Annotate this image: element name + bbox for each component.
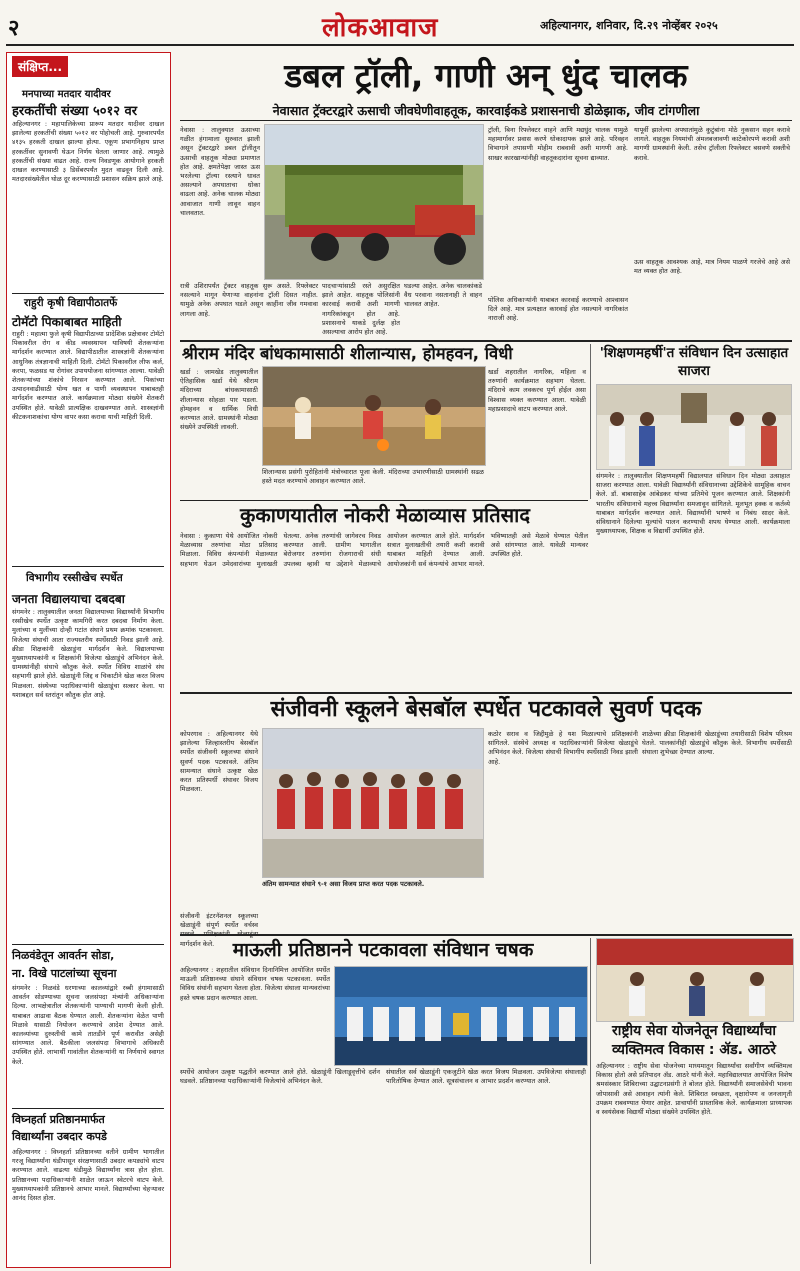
dateline: अहिल्यानगर, शनिवार, दि.२९ नोव्हेंबर २०२५ (540, 19, 718, 32)
story-headline: संजीवनी स्कूलने बेसबॉल स्पर्धेत पटकावले सुवर्ण पदक (270, 697, 702, 722)
lead-body-col3: ट्रॉली, बिना रिफ्लेक्टर वाहने आणि मद्यधुंद चालक यामुळे महामार्गावर प्रवास करणे धोकादायक झाले आहे. परिवहन विभागाने तपासणी मोहीम राबवावी अशी मागणी आहे. साखर कारखान्यांनीही वाहतूकदारांना सूचना द्याव्यात. (488, 126, 628, 162)
brief-body: संगमनेर : तालुक्यातील जनता विद्यालयाच्या विद्यार्थ्यांनी विभागीय रस्सीखेच स्पर्धेत उत्कृष्ट कामगिरी करत दबदबा निर्माण केला. मुलांच्या व मुलींच्या दोन्ही गटांत संघाने प्रथम क्रमांक पटकावला. विजेत्या संघाची आता राज्यस्तरीय स्पर्धेसाठी निवड झाली आहे. क्रीडा शिक्षकांनी खेळाडूंना मार्गदर्शन केले. विद्यालयाच्या मुख्याध्यापकांनी व शिक्षकांनी विजेत्या खेळाडूंचे अभिनंदन केले. ग्रामस्थांनीही संघाचे कौतुक केले. स्पर्धेत विविध शाळांचे संघ सहभागी झाले होते. खेळाडूंनी जिद्द व चिकाटीने खेळ करत विजय मिळवला. संस्थेच्या पदाधिकाऱ्यांनी खेळाडूंचा सत्कार केला. या यशाबद्दल सर्व स्तरांतून कौतुक होत आहे. (12, 608, 164, 699)
story-body: संघातील सर्व खेळाडूंनी एकजुटीने खेळ करत विजय मिळवला. उपविजेत्या संघालाही पारितोषिक देण्यात आले. सूत्रसंचालन व आभार प्रदर्शन करण्यात आले. (386, 1068, 586, 1086)
lead-body-col1: नेवासा : तालुक्यात ऊसाच्या गळीत हंगामाला सुरुवात झाली असून ट्रॅक्टरद्वारे डबल ट्रॉलीतून ऊसाची वाहतूक मोठ्या प्रमाणात होत आहे. क्षमतेपेक्षा जास्त ऊस भरलेल्या ट्रॉल्या रस्त्याने धावत असल्याने अपघाताचा धोका वाढला आहे. अनेक चालक मोठ्या आवाजात गाणी लावून वाहन चालवतात. (180, 126, 260, 217)
lead-body-col4: यापूर्वी झालेल्या अपघातांमुळे कुटुंबांना मोठे नुकसान सहन करावे लागले. वाहतूक नियमांची अंमलबजावणी काटेकोरपणे करावी अशी मागणी ग्रामस्थांनी केली. तसेच ट्रॉलीला रिफ्लेक्टर बसवणे सक्तीचे करावे. (634, 126, 790, 162)
lead-body-col4b: ऊस वाहतूक आवश्यक आहे, मात्र नियम पाळणे गरजेचे आहे असे मत व्यक्त होत आहे. (634, 258, 790, 276)
brief-body: अहिल्यानगर : महापालिकेच्या प्रारूप मतदार यादीवर दाखल झालेल्या हरकतींची संख्या ५०१२ वर पोहोचली आहे. गुरुवारपर्यंत ४१३५ हरकती दाखल झाल्या होत्या. एकूण प्रभागनिहाय प्राप्त हरकतींवर सुनावणी घेऊन निर्णय घेतला जाणार आहे. त्यामुळे हरकतींची संख्या वाढत आहे. राज्य निवडणूक आयोगाने हरकती दाखल करण्यासाठी ३ डिसेंबरपर्यंत मुदत वाढवून दिली आहे. मतदारसंख्येतील घोळ दूर करण्यासाठी प्रशासन सक्रिय झाले आहे. (12, 120, 164, 184)
story-body: अहिल्यानगर : राष्ट्रीय सेवा योजनेच्या माध्यमातून विद्यार्थ्यांचा सर्वांगीण व्यक्तिमत्व विकास होतो असे प्रतिपादन ॲड. आठरे यांनी केले. महाविद्यालयात आयोजित विशेष श्रमसंस्कार शिबिराच्या उद्घाटनप्रसंगी ते बोलत होते. विद्यार्थ्यांनी समाजसेवेची भावना जोपासावी असे आवाहन त्यांनी केले. शिबिरात स्वच्छता, वृक्षारोपण व जनजागृती उपक्रम राबवण्यात येणार आहेत. प्राचार्यांनी प्रास्ताविक केले. कार्यक्रमाला प्राध्यापक व स्वयंसेवक विद्यार्थी मोठ्या संख्येने उपस्थित होते. (596, 1062, 792, 1117)
story-body: नेवासा : कुकाणा येथे आयोजित नोकरी मेळाव्यास तरुणांचा मोठा प्रतिसाद मिळाला. विविध कंपन्यांनी मेळाव्यात सहभाग घेऊन उमेदवारांच्या मुलाखती घेतल्या. अनेक तरुणांची जागेवरच निवड करण्यात आली. ग्रामीण भागातील बेरोजगार तरुणांना रोजगाराची संधी उपलब्ध व्हावी या उद्देशाने मेळाव्याचे आयोजन करण्यात आले होते. मार्गदर्शन सत्रात मुलाखतीची तयारी कशी करावी याबाबत माहिती देण्यात आली. आयोजकांनी सर्व कंपन्यांचे आभार मानले. भविष्यातही असे मेळावे घेण्यात येतील असे सांगण्यात आले. यावेळी मान्यवर उपस्थित होते. (180, 532, 588, 568)
brief-kicker: विघ्नहर्ता प्रतिष्ठानमार्फत (12, 1113, 105, 1126)
brief-kicker: मनपाच्या मतदार यादीवर (22, 89, 111, 100)
brief-kicker: विभागीय रस्सीखेच स्पर्धेत (26, 572, 123, 584)
story-body: संजीवनी इंटरनॅशनल स्कूलच्या खेळाडूंनी संपूर्ण स्पर्धेत वर्चस्व मार्गदर्शन केले. (180, 912, 258, 948)
divider (12, 566, 164, 567)
divider (12, 293, 164, 294)
story-headline: माऊली प्रतिष्ठानने पटकावला संविधान चषक (232, 939, 534, 961)
tractor-photo (264, 124, 484, 280)
story-body: अहिल्यानगर : शहरातील संविधान दिनानिमित्त आयोजित स्पर्धेत माऊली प्रतिष्ठानच्या संघाने संविधान चषक पटकावला. स्पर्धेत विविध संघांनी सहभाग घेतला होता. विजेत्या संघाला मान्यवरांच्या हस्ते चषक प्रदान करण्यात आला. (180, 966, 330, 1002)
divider (180, 120, 792, 121)
story-headline: कुकाणयातील नोकरी मेळाव्यास प्रतिसाद (240, 503, 530, 527)
briefs-label: संक्षिप्त... (12, 56, 68, 77)
constitution-day-photo (596, 384, 792, 470)
story-body: संगमनेर : तालुक्यातील शिक्षणमहर्षी विद्यालयात संविधान दिन मोठ्या उत्साहात साजरा करण्यात आला. यावेळी विद्यार्थ्यांनी संविधानाच्या उद्देशिकेचे सामूहिक वाचन केले. डॉ. बाबासाहेब आंबेडकर यांच्या प्रतिमेचे पूजन करण्यात आले. शिक्षकांनी भारतीय संविधानाचे महत्त्व विद्यार्थ्यांना समजावून सांगितले. मूलभूत हक्क व कर्तव्ये याबाबत मार्गदर्शन करण्यात आले. विद्यार्थ्यांनी भाषणे व निबंध सादर केले. संविधानाने दिलेल्या मूल्यांचे पालन करण्याची शपथ घेण्यात आली. कार्यक्रमाला मुख्याध्यापक, शिक्षक व विद्यार्थी उपस्थित होते. (596, 472, 790, 536)
divider (180, 934, 792, 936)
story-body: कोपरगाव : अहिल्यानगर येथे झालेल्या जिल्हास्तरीय बेसबॉल स्पर्धेत संजीवनी स्कूलच्या संघाने सुवर्ण पदक पटकावले. अंतिम सामन्यात संघाने उत्कृष्ट खेळ करत प्रतिस्पर्धी संघावर विजय मिळवला. (180, 730, 258, 794)
story-body: शाळेच्या क्रीडा शिक्षकांनी खेळाडूंच्या तयारीसाठी विशेष परिश्रम घेतले. पालकांनीही खेळाडूंचे कौतुक केले. विभागीय स्पर्धेसाठी संघाला शुभेच्छा देण्यात आल्या. (642, 730, 792, 757)
divider (12, 1108, 164, 1109)
divider (180, 500, 588, 501)
brief-headline: ना. विखे पाटलांच्या सूचना (12, 967, 117, 980)
story-body: खर्डा शहरातील नागरिक, महिला व तरुणांनी कार्यक्रमात सहभाग घेतला. मंदिराचे काम लवकरच पूर्ण होईल असा विश्वास व्यक्त करण्यात आला. यावेळी महाप्रसादाचे वाटप करण्यात आले. (488, 368, 586, 413)
lead-body-col2b: घडल्या आहेत. अनेक चालकांकडे वैध परवाना नसतानाही ते वाहन चालवत आहेत. (404, 282, 482, 309)
brief-body: संगमनेर : निळवंडे धरणाच्या कालव्यांद्वारे रब्बी हंगामासाठी आवर्तन सोडण्याच्या सूचना जलसंपदा मंत्र्यांनी अधिकाऱ्यांना दिल्या. लाभक्षेत्रातील शेतकऱ्यांनी पाण्याची मागणी केली होती. याबाबत आढावा बैठक घेण्यात आली. शेतकऱ्यांना वेळेत पाणी मिळावे यासाठी नियोजन करण्याचे आदेश देण्यात आले. कालव्यांच्या दुरुस्तीची कामे तातडीने पूर्ण करावीत असेही सांगण्यात आले. बैठकीला जलसंपदा विभागाचे अधिकारी उपस्थित होते. लाभार्थी गावांतील शेतकऱ्यांनी या निर्णयाचे स्वागत केले. (12, 984, 164, 1066)
ceremony-photo (262, 366, 486, 466)
divider (180, 692, 792, 694)
brief-kicker: निळवंडेतून आवर्तन सोडा, (12, 949, 115, 962)
brief-headline: टोमॅटो पिकाबाबत माहिती (12, 315, 122, 329)
story-body: खर्डा : जामखेड तालुक्यातील ऐतिहासिक खर्डा येथे श्रीराम मंदिराच्या बांधकामासाठी शीलान्यास सोहळा पार पडला. होमहवन व धार्मिक विधी करण्यात आले. ग्रामस्थांनी मोठ्या संख्येने उपस्थिती लावली. (180, 368, 258, 432)
story-body: कठोर सराव व जिद्दीमुळे हे यश मिळाल्याचे प्रशिक्षकांनी सांगितले. संस्थेचे अध्यक्ष व पदाधिकाऱ्यांनी विजेत्या खेळाडूंचे अभिनंदन केले. विजेत्या संघाची विभागीय स्पर्धेसाठी निवड झाली आहे. (488, 730, 638, 766)
nss-event-photo (596, 938, 794, 1022)
photo-caption: अंतिम सामन्यात संघाने ९-१ असा विजय प्राप्त करत पदक पटकावले. (262, 880, 425, 888)
lead-body-col3b: पोलिस अधिकाऱ्यांनी याबाबत कारवाई करण्याचे आश्वासन दिले आहे. मात्र प्रत्यक्षात कारवाई होत नसल्याने नागरिकांत नाराजी आहे. (488, 296, 628, 323)
divider (180, 340, 792, 342)
story-headline: श्रीराम मंदिर बांधकामासाठी शीलान्यास, होमहवन, विधी (182, 344, 513, 363)
story-body: शिलान्यास प्रसंगी पुरोहितांनी मंत्रोच्चारात पूजा केली. मंदिराच्या उभारणीसाठी ग्रामस्थांनी सढळ हस्ते मदत करण्याचे आवाहन करण्यात आले. (262, 468, 484, 486)
column-rule (590, 344, 591, 499)
lead-subheadline: नेवासात ट्रॅक्टरद्वारे ऊसाची जीवघेणीवाहतूक, कारवाईकडे प्रशासनाची डोळेझाक, जीव टांगणीला (272, 103, 700, 118)
lead-body-col1b: रात्री उशिरापर्यंत ट्रॅक्टर वाहतूक सुरू असते. रिफ्लेक्टर नसल्याने मागून येणाऱ्या वाहनांना ट्रॉली दिसत नाहीत. यामुळे अनेक अपघात घडले असून काहींना जीव गमवावा लागला आहे. (180, 282, 318, 318)
brief-body: राहुरी : महात्मा फुले कृषी विद्यापीठाच्या प्रादेशिक प्रक्षेत्रावर टोमॅटो पिकावरील रोग व कीड व्यवस्थापन याविषयी शेतकऱ्यांना मार्गदर्शन करण्यात आले. विद्यापीठातील शास्त्रज्ञांनी शेतकऱ्यांना आधुनिक तंत्रज्ञानाची माहिती दिली. टोमॅटो पिकावरील लीफ कर्ल, करपा, फळसड या रोगांवर उपाययोजना सांगण्यात आल्या. यावेळी शेतकऱ्यांच्या शंकांचे निरसन करण्यात आले. पिकांच्या उत्पादनवाढीसाठी योग्य खत व पाणी व्यवस्थापन याबाबतही मार्गदर्शन करण्यात आले. कार्यक्रमाला मोठ्या संख्येने शेतकरी उपस्थित होते. यावेळी प्रात्यक्षिक दाखवण्यात आले. शास्त्रज्ञांनी कीटकनाशकांचा योग्य वापर कसा करावा याची माहिती दिली. (12, 330, 164, 421)
brief-headline: जनता विद्यालयाचा दबदबा (12, 592, 125, 606)
trophy-team-photo (334, 966, 588, 1066)
story-headline: 'शिक्षणमहर्षी'त संविधान दिन उत्साहात साजरा (599, 345, 789, 379)
masthead-rule (6, 44, 794, 46)
brief-body: अहिल्यानगर : विघ्नहर्ता प्रतिष्ठानच्या वतीने ग्रामीण भागातील गरजू विद्यार्थ्यांना थंडीपासून संरक्षणासाठी उबदार कपड्यांचे वाटप करण्यात आले. वाढत्या थंडीमुळे विद्यार्थ्यांना त्रास होत होता. प्रतिष्ठानच्या पदाधिकाऱ्यांनी शाळेत जाऊन स्वेटरचे वाटप केले. मुख्याध्यापकांनी प्रतिष्ठानचे आभार मानले. विद्यार्थ्यांच्या चेहऱ्यावर आनंद दिसत होता. (12, 1148, 164, 1203)
page-number: २ (8, 16, 20, 41)
brief-headline: विद्यार्थ्यांना उबदार कपडे (12, 1130, 107, 1143)
column-rule (590, 938, 591, 1264)
lead-body-col2: पादचाऱ्यांसाठी रस्ते असुरक्षित झाले आहेत. वाहतूक पोलिसांनी कारवाई करावी अशी मागणी नागरिकांकडून होत आहे. प्रशासनाचे याकडे दुर्लक्ष होत असल्याचा आरोप होत आहे. (322, 282, 400, 337)
newspaper-logo: लोकआवाज (322, 13, 439, 43)
brief-headline: हरकतींची संख्या ५०१२ वर (12, 104, 138, 119)
brief-kicker: राहुरी कृषी विद्यापीठातर्फे (24, 297, 118, 309)
lead-headline: डबल ट्रॉली, गाणी अन् धुंद चालक (284, 56, 688, 95)
story-headline: राष्ट्रीय सेवा योजनेतून विद्यार्थ्यांचा व्यक्तिमत्व विकास : ॲड. आठरे (612, 1023, 776, 1058)
story-body: स्पर्धेचे आयोजन उत्कृष्ट पद्धतीने करण्यात आले होते. खेळाडूंनी खिलाडूवृत्तीचे दर्शन घडवले. प्रतिष्ठानच्या पदाधिकाऱ्यांनी विजेत्यांचे अभिनंदन केले. (180, 1068, 380, 1086)
divider (12, 944, 164, 945)
baseball-team-photo (262, 728, 484, 878)
